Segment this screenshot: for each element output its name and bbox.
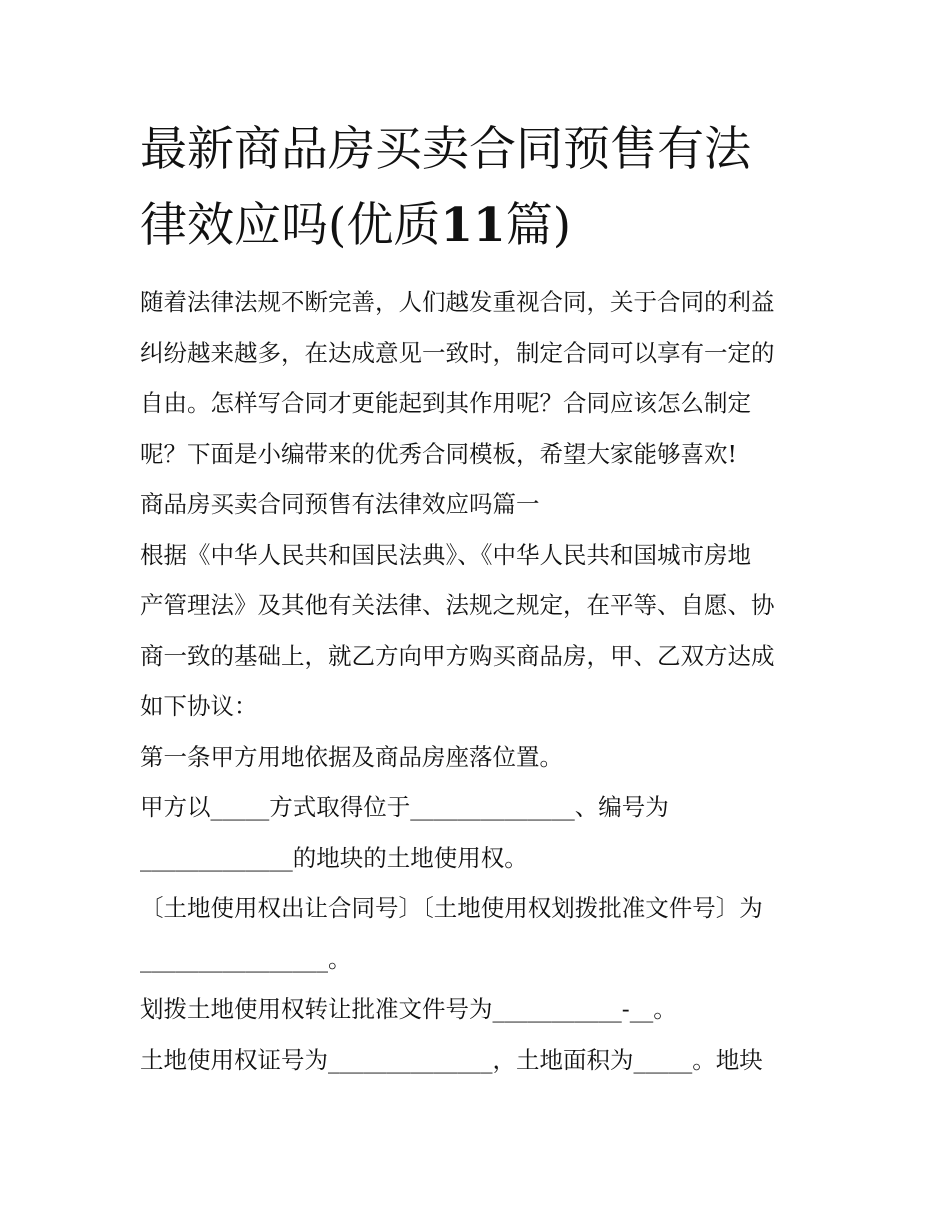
- title-line-2-end: 篇): [505, 198, 572, 253]
- article-heading: 第一条甲方用地依据及商品房座落位置。: [140, 742, 563, 771]
- body-line: 随着法律法规不断完善，人们越发重视合同，关于合同的利益: [140, 288, 775, 316]
- title-line-2-text: 律效应吗(优质: [140, 198, 441, 253]
- body-line: 根据《中华人民共和国民法典》、《中华人民共和国城市房地: [140, 540, 751, 569]
- body-line: 如下协议：: [140, 692, 258, 720]
- body-line: 划拨土地使用权转让批准文件号为___________-__。: [140, 995, 677, 1023]
- body-line: _____________的地块的土地使用权。: [140, 843, 528, 872]
- section-heading: 商品房买卖合同预售有法律效应吗篇一: [140, 490, 540, 518]
- body-line: 土地使用权证号为______________，土地面积为_____。地块: [140, 1045, 763, 1074]
- body-line: ________________。: [140, 944, 352, 973]
- document-body: [140, 277, 820, 1085]
- body-line: 商一致的基础上，就乙方向甲方购买商品房，甲、乙双方达成: [140, 641, 775, 670]
- body-line: 〔土地使用权出让合同号〕〔土地使用权划拨批准文件号〕为: [140, 894, 763, 922]
- document-title: [140, 112, 830, 264]
- title-line-2-number: 11: [440, 198, 506, 253]
- title-line-1: 最新商品房买卖合同预售有法: [140, 122, 751, 177]
- body-line: 甲方以_____方式取得位于______________、编号为: [140, 793, 669, 821]
- body-line: 产管理法》及其他有关法律、法规之规定，在平等、自愿、协: [140, 591, 775, 619]
- body-line: 自由。怎样写合同才更能起到其作用呢？合同应该怎么制定: [140, 389, 751, 417]
- body-line: 纠纷越来越多，在达成意见一致时，制定合同可以享有一定的: [140, 338, 775, 367]
- body-line: 呢？下面是小编带来的优秀合同模板，希望大家能够喜欢!: [140, 439, 737, 468]
